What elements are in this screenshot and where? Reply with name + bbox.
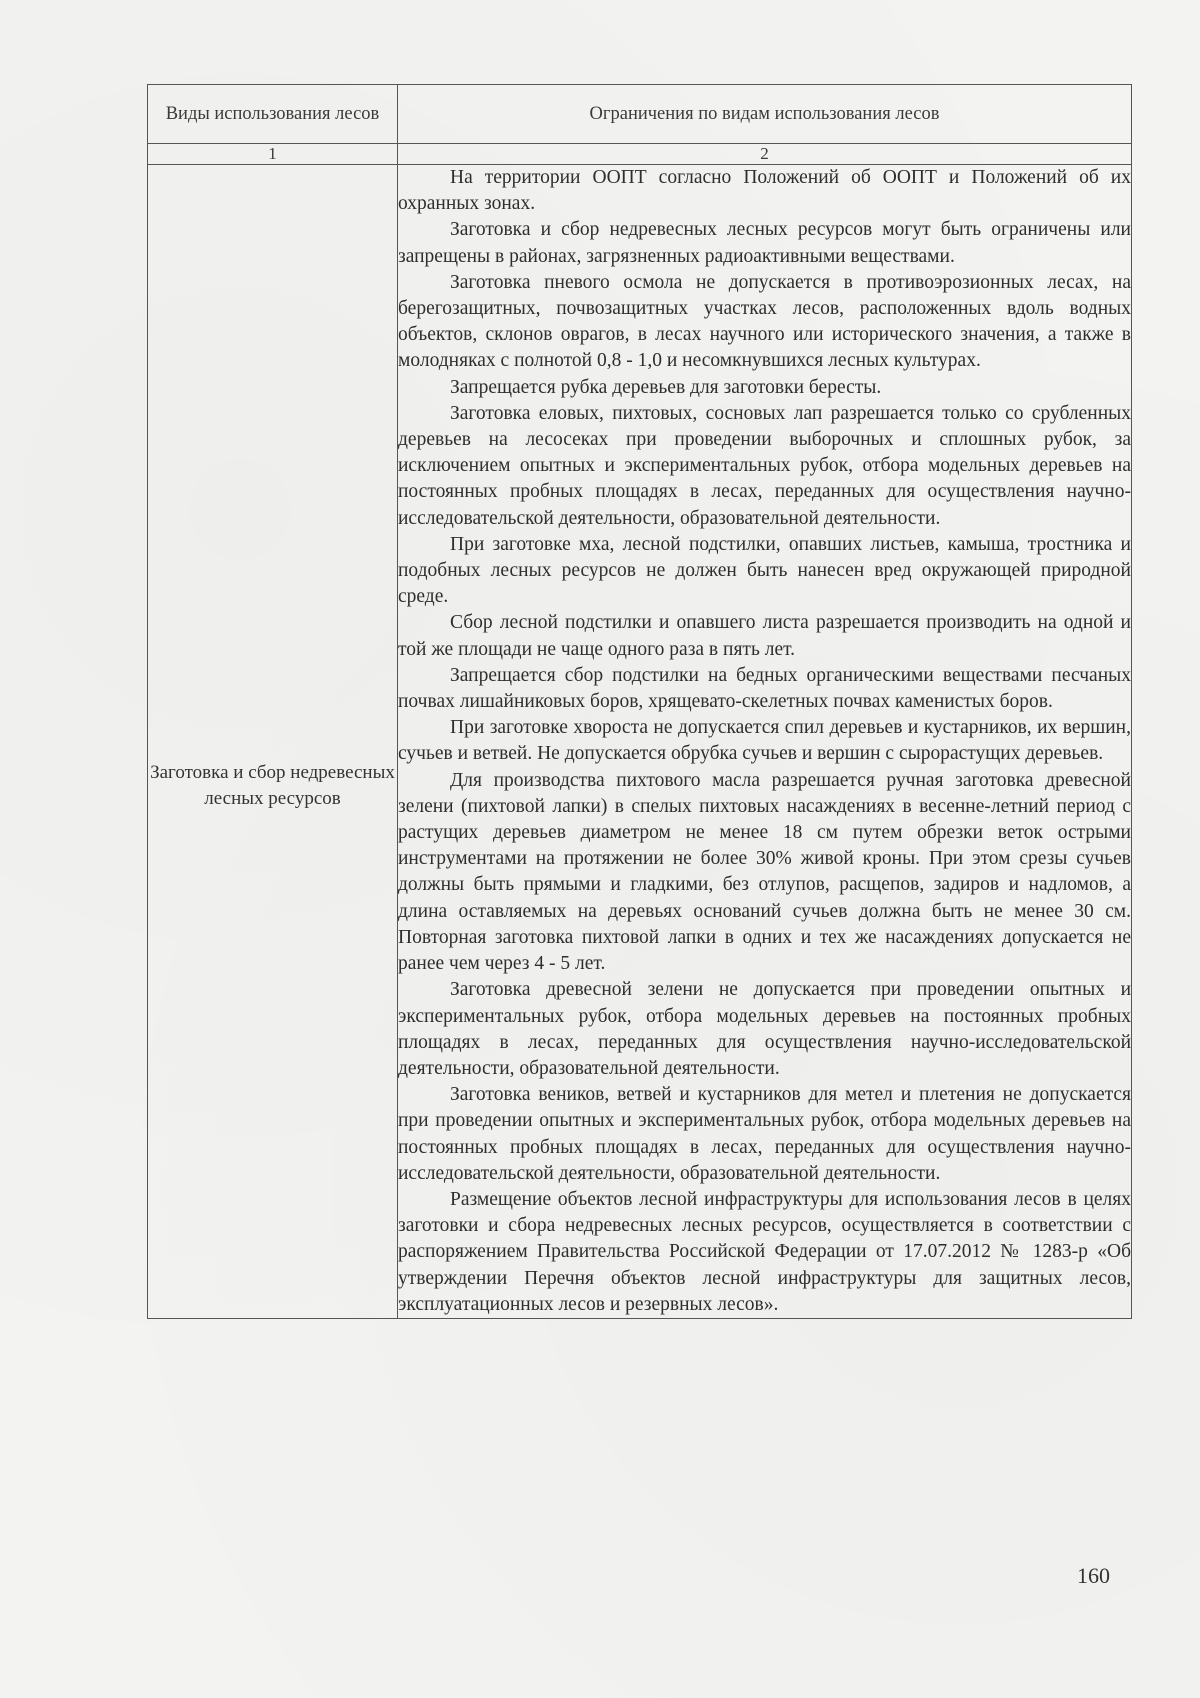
table-header-row [148, 85, 1132, 144]
restriction-paragraph: Заготовка еловых, пихтовых, сосновых лап разрешается только со срубленных деревьев на лесосеках при проведении выборочных и сплошных рубок, за исключением опытных и экспериментальных рубок, отбора модельных деревьев на постоянных пробных площадях в лесах, переданных для осуществления научно-исследовательской деятельности, образовательной деятельности. [398, 402, 1131, 529]
table-number-row [148, 144, 1132, 165]
restriction-paragraph: На территории ООПТ согласно Положений об ООПТ и Положений об их охранных зонах. [398, 167, 1131, 215]
restriction-paragraph: Запрещается рубка деревьев для заготовки бересты. [450, 376, 882, 398]
restrictions-table [147, 84, 1132, 1319]
column-number-2: 2 [398, 144, 1132, 165]
restriction-paragraph: Заготовка веников, ветвей и кустарников для метел и плетения не допускается при проведении опытных и экспериментальных рубок, отбора модельных деревьев на постоянных пробных площадях в лесах, переданных для осуществления научно-исследовательской деятельности, образовательной деятельности. [398, 1084, 1131, 1184]
restriction-paragraph: Заготовка и сбор недревесных лесных ресурсов могут быть ограничены или запрещены в районах, загрязненных радиоактивными веществами. [398, 219, 1131, 267]
forest-use-type-label: Заготовка и сбор недревесных лесных ресурсов [150, 762, 395, 810]
restriction-paragraph: Сбор лесной подстилки и опавшего листа разрешается производить на одной и той же площади не чаще одного раза в пять лет. [398, 612, 1131, 660]
restriction-paragraph: При заготовке мха, лесной подстилки, опавших листьев, камыша, тростника и подобных лесных ресурсов не должен быть нанесен вред окружающей природной среде. [398, 533, 1131, 608]
restriction-paragraph: Заготовка пневого осмола не допускается в противоэрозионных лесах, на берегозащитных, почвозащитных участках лесов, расположенных вдоль водных объектов, склонов оврагов, в лесах научного или исторического значения, а также в молодняках с полнотой 0,8 - 1,0 и несомкнувшихся лесных культурах. [398, 271, 1131, 372]
restrictions-text-cell [398, 165, 1132, 1319]
header-forest-use-types: Виды использования лесов [148, 85, 398, 144]
page-number: 160 [1077, 1563, 1110, 1588]
table-row [148, 165, 1132, 1319]
restriction-paragraph: Запрещается сбор подстилки на бедных органическими веществами песчаных почвах лишайниковых боров, хрящевато-скелетных почвах каменистых боров. [398, 664, 1131, 713]
column-number-1: 1 [148, 144, 398, 165]
restriction-paragraph: Заготовка древесной зелени не допускается при проведении опытных и экспериментальных рубок, отбора модельных деревьев на постоянных пробных площадях в лесах, переданных для осуществления научно-исследовательской деятельности, образовательной деятельности. [398, 979, 1131, 1079]
header-restrictions: Ограничения по видам использования лесов [398, 85, 1132, 144]
restriction-paragraph: Размещение объектов лесной инфраструктуры для использования лесов в целях заготовки и сбора недревесных лесных ресурсов, осуществляется в соответствии с распоряжением Правительства Российской Федерации от 17.07.2012 № 1283-р «Об утверждении Перечня объектов лесной инфраструктуры для защитных лесов, эксплуатационных лесов и резервных лесов». [398, 1188, 1131, 1315]
restriction-paragraph: При заготовке хвороста не допускается спил деревьев и кустарников, их вершин, сучьев и ветвей. Не допускается обрубка сучьев и вершин с сырорастущих деревьев. [398, 717, 1131, 765]
restriction-paragraph: Для производства пихтового масла разрешается ручная заготовка древесной зелени (пихтовой лапки) в спелых пихтовых насаждениях в весенне-летний период с растущих деревьев диаметром не менее 18 см путем обрезки веток острыми инструментами на протяжении не более 30% живой кроны. При этом срезы сучьев должны быть прямыми и гладкими, без отлупов, расщепов, задиров и надломов, а длина оставляемых на деревьях оснований сучьев должна быть не менее 30 см. Повторная заготовка пихтовой лапки в одних и тех же насаждениях допускается не ранее чем через 4 - 5 лет. [398, 769, 1131, 975]
forest-use-type-cell [148, 165, 398, 1319]
